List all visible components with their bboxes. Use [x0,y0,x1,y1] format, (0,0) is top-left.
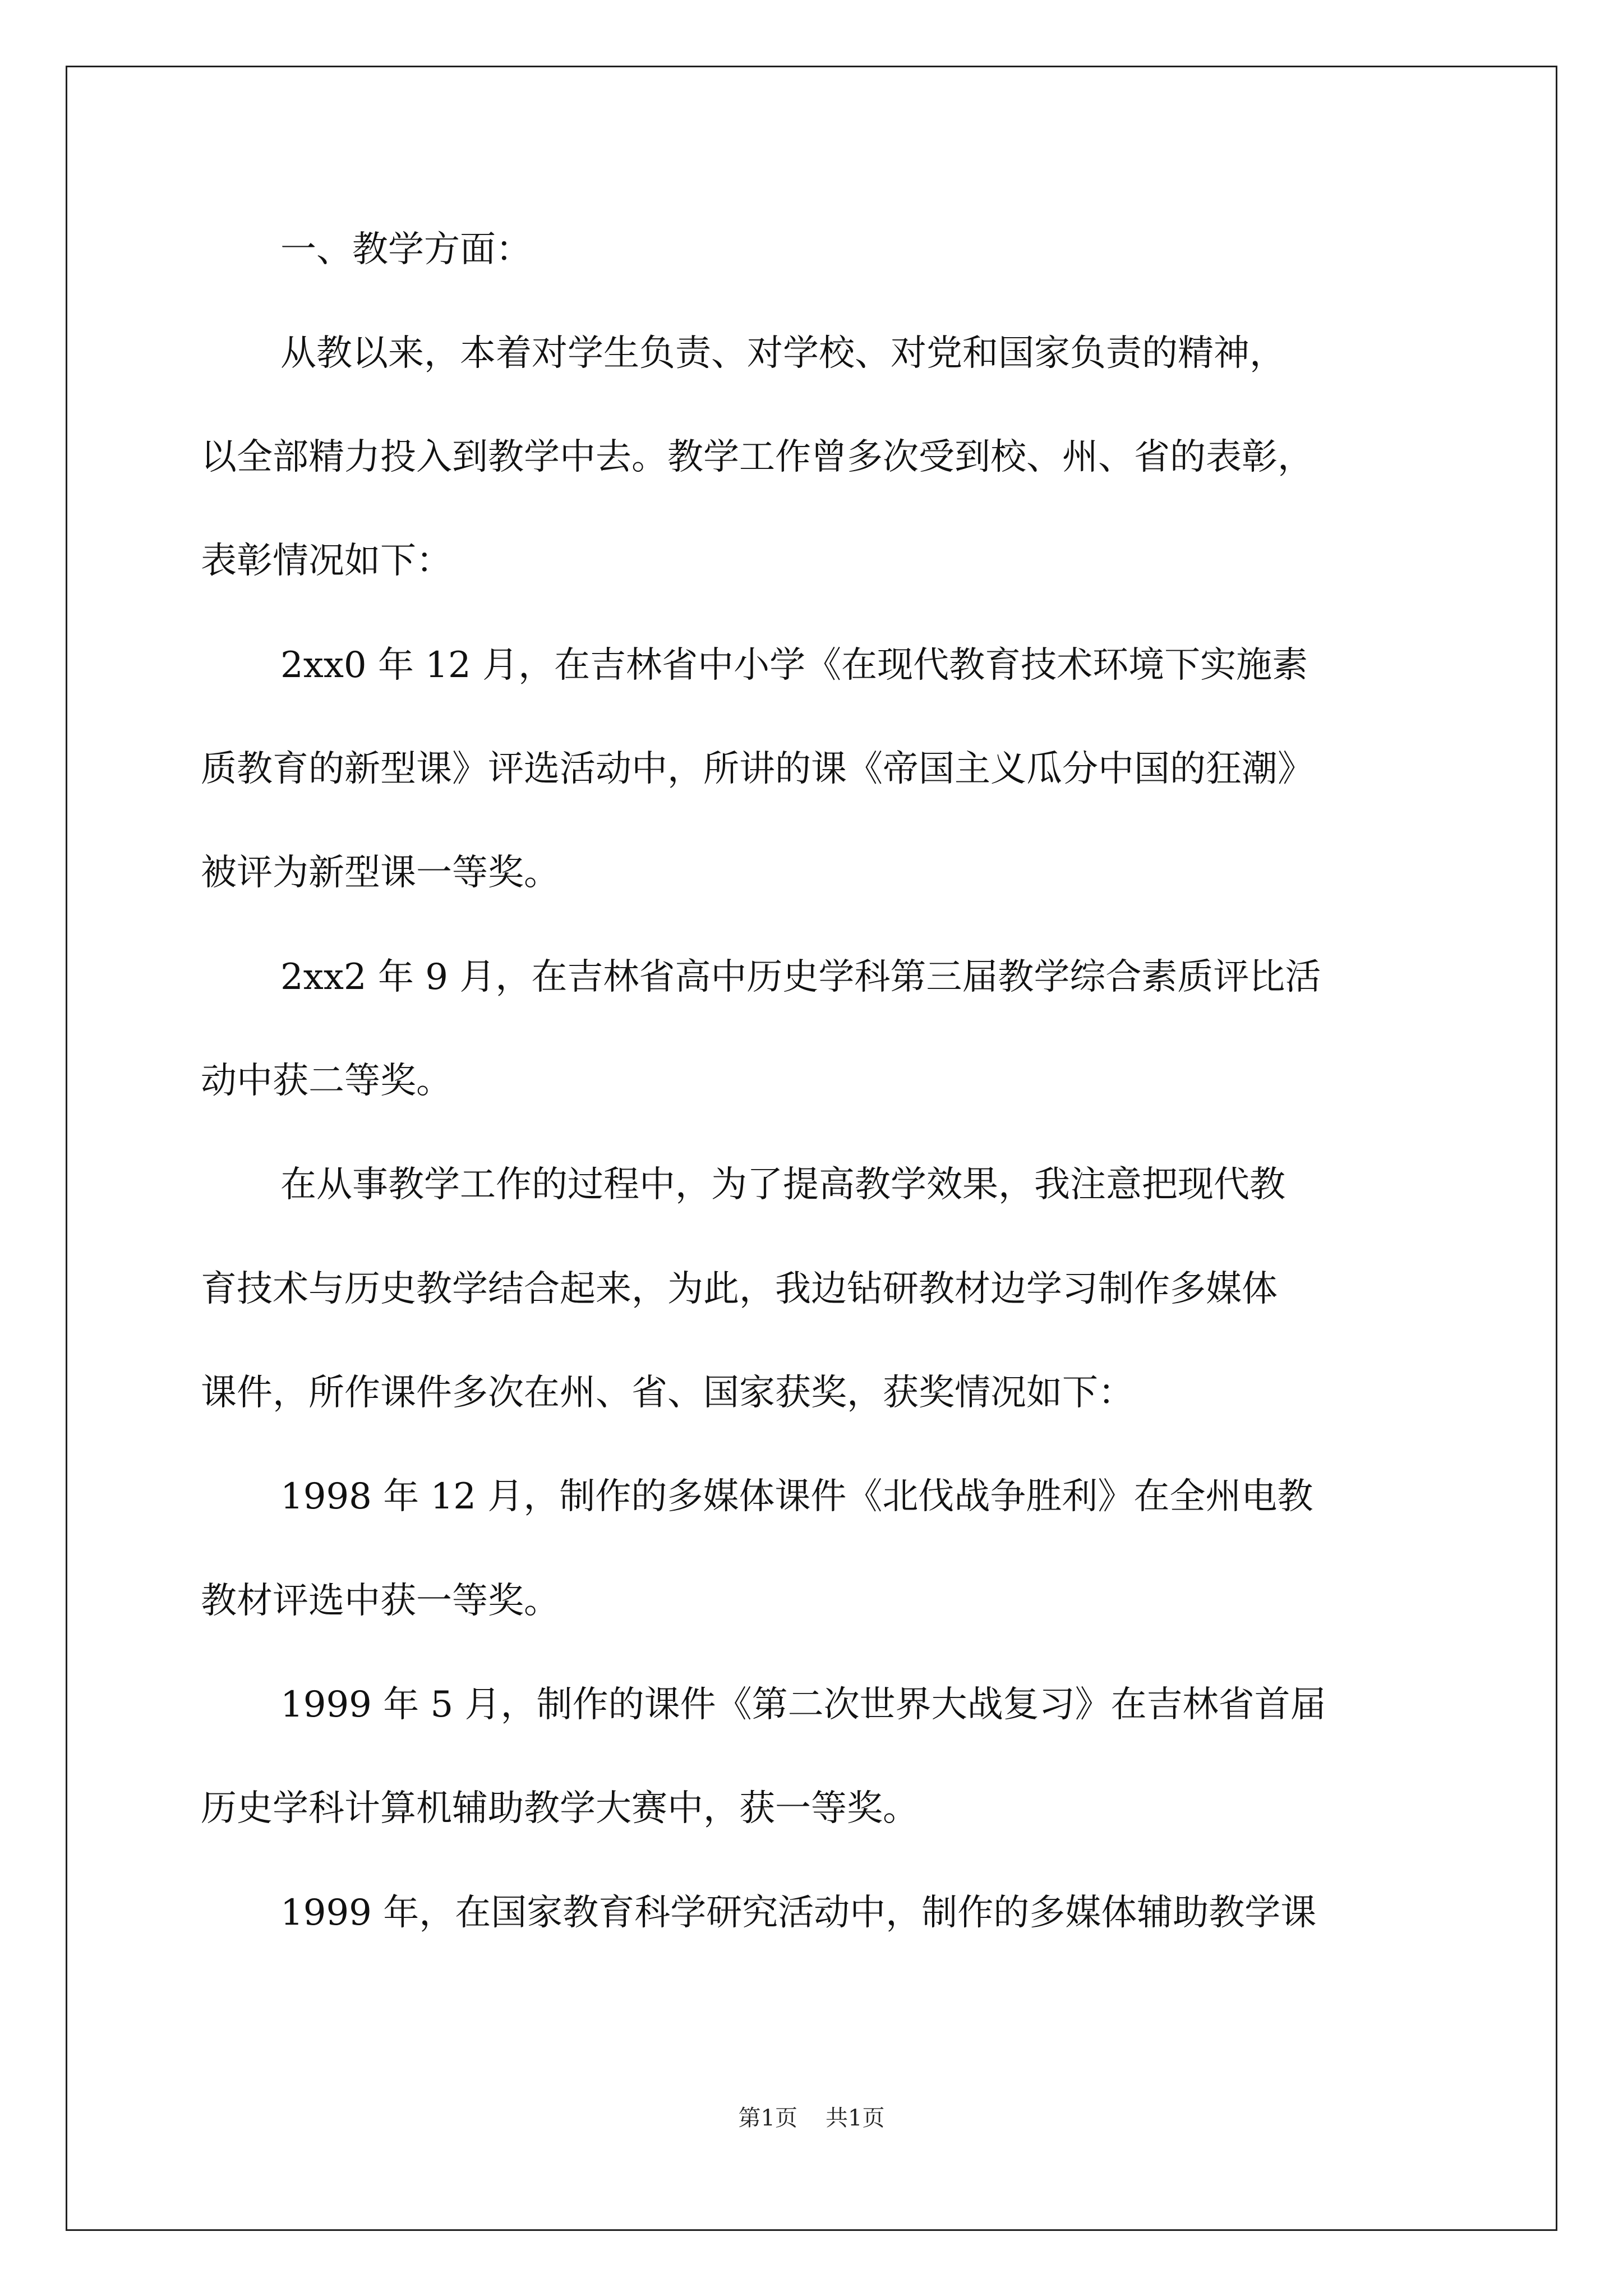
paragraph-line: 2xx0 年 12 月，在吉林省中小学《在现代教育技术环境下实施素 [280,645,1308,686]
page-total: 共1页 [826,2105,885,2131]
paragraph-line: 育技术与历史教学结合起来，为此，我边钻研教材边学习制作多媒体 [201,1268,1278,1310]
paragraph-line: 历史学科计算机辅助教学大赛中，获一等奖。 [201,1788,919,1829]
paragraph-line: 从教以来，本着对学生负责、对学校、对党和国家负责的精神， [280,333,1285,374]
paragraph-line: 质教育的新型课》评选活动中，所讲的课《帝国主义瓜分中国的狂潮》 [201,748,1313,790]
section-heading: 一、教学方面： [280,229,532,270]
paragraph-line: 表彰情况如下： [201,540,452,582]
paragraph-line: 在从事教学工作的过程中，为了提高教学效果，我注意把现代教 [280,1164,1285,1205]
paragraph-line: 2xx2 年 9 月，在吉林省高中历史学科第三届教学综合素质评比活 [280,956,1321,998]
paragraph-line: 动中获二等奖。 [201,1060,452,1102]
page-footer [0,2107,1623,2129]
paragraph-line: 课件，所作课件多次在州、省、国家获奖，获奖情况如下： [201,1372,1134,1414]
paragraph-line: 1999 年 5 月，制作的课件《第二次世界大战复习》在吉林省首届 [280,1684,1326,1726]
paragraph-line: 教材评选中获一等奖。 [201,1580,560,1622]
paragraph-line: 以全部精力投入到教学中去。教学工作曾多次受到校、州、省的表彰， [201,436,1313,478]
page-number: 第1页 [738,2105,797,2131]
paragraph-line: 1999 年，在国家教育科学研究活动中，制作的多媒体辅助教学课 [280,1892,1317,1934]
paragraph-line: 被评为新型课一等奖。 [201,852,560,894]
paragraph-line: 1998 年 12 月，制作的多媒体课件《北伐战争胜利》在全州电教 [280,1476,1313,1517]
